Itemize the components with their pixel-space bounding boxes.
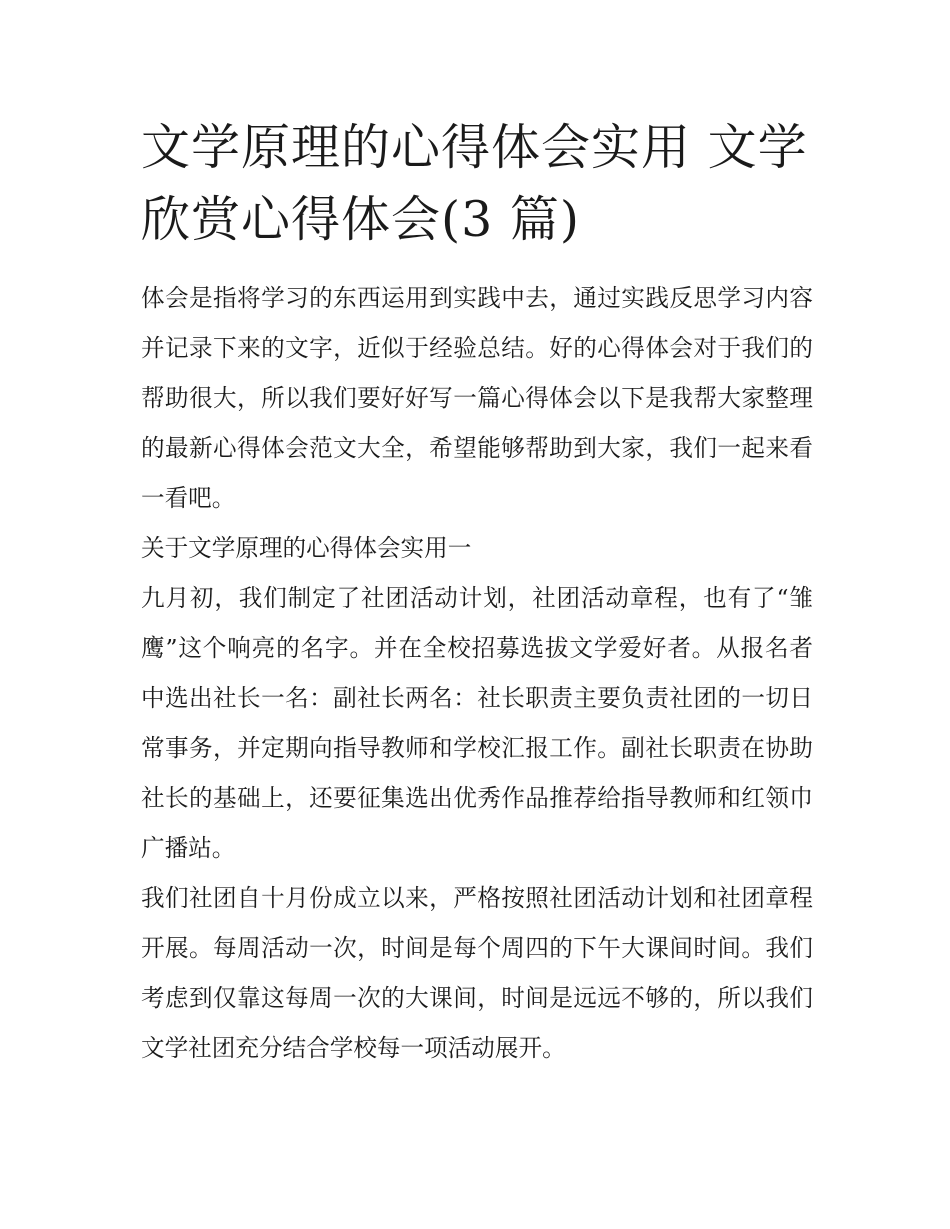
section-heading: 关于文学原理的心得体会实用一 bbox=[141, 534, 472, 562]
body-paragraph: 九月初，我们制定了社团活动计划，社团活动章程，也有了“雏鹰”这个响亮的名字。并在全校招募选拔文学爱好者。从报名者中选出社长一名：副社长两名：社长职责主要负责社团的一切日常事务，并定期向指导教师和学校汇报工作。副社长职责在协助社长的基础上，还要征集选出优秀作品推荐给指导教师和红领巾广播站。 bbox=[141, 584, 813, 862]
document-page bbox=[141, 112, 813, 1073]
document-title: 文学原理的心得体会实用 文学欣赏心得体会(3 篇) bbox=[141, 119, 808, 248]
body-paragraph: 我们社团自十月份成立以来，严格按照社团活动计划和社团章程开展。每周活动一次，时间是每个周四的下午大课间时间。我们考虑到仅靠这每周一次的大课间，时间是远远不够的，所以我们文学社团充分结合学校每一项活动展开。 bbox=[141, 884, 813, 1062]
intro-paragraph: 体会是指将学习的东西运用到实践中去，通过实践反思学习内容并记录下来的文字，近似于经验总结。好的心得体会对于我们的帮助很大，所以我们要好好写一篇心得体会以下是我帮大家整理的最新心得体会范文大全，希望能够帮助到大家，我们一起来看一看吧。 bbox=[141, 284, 813, 512]
